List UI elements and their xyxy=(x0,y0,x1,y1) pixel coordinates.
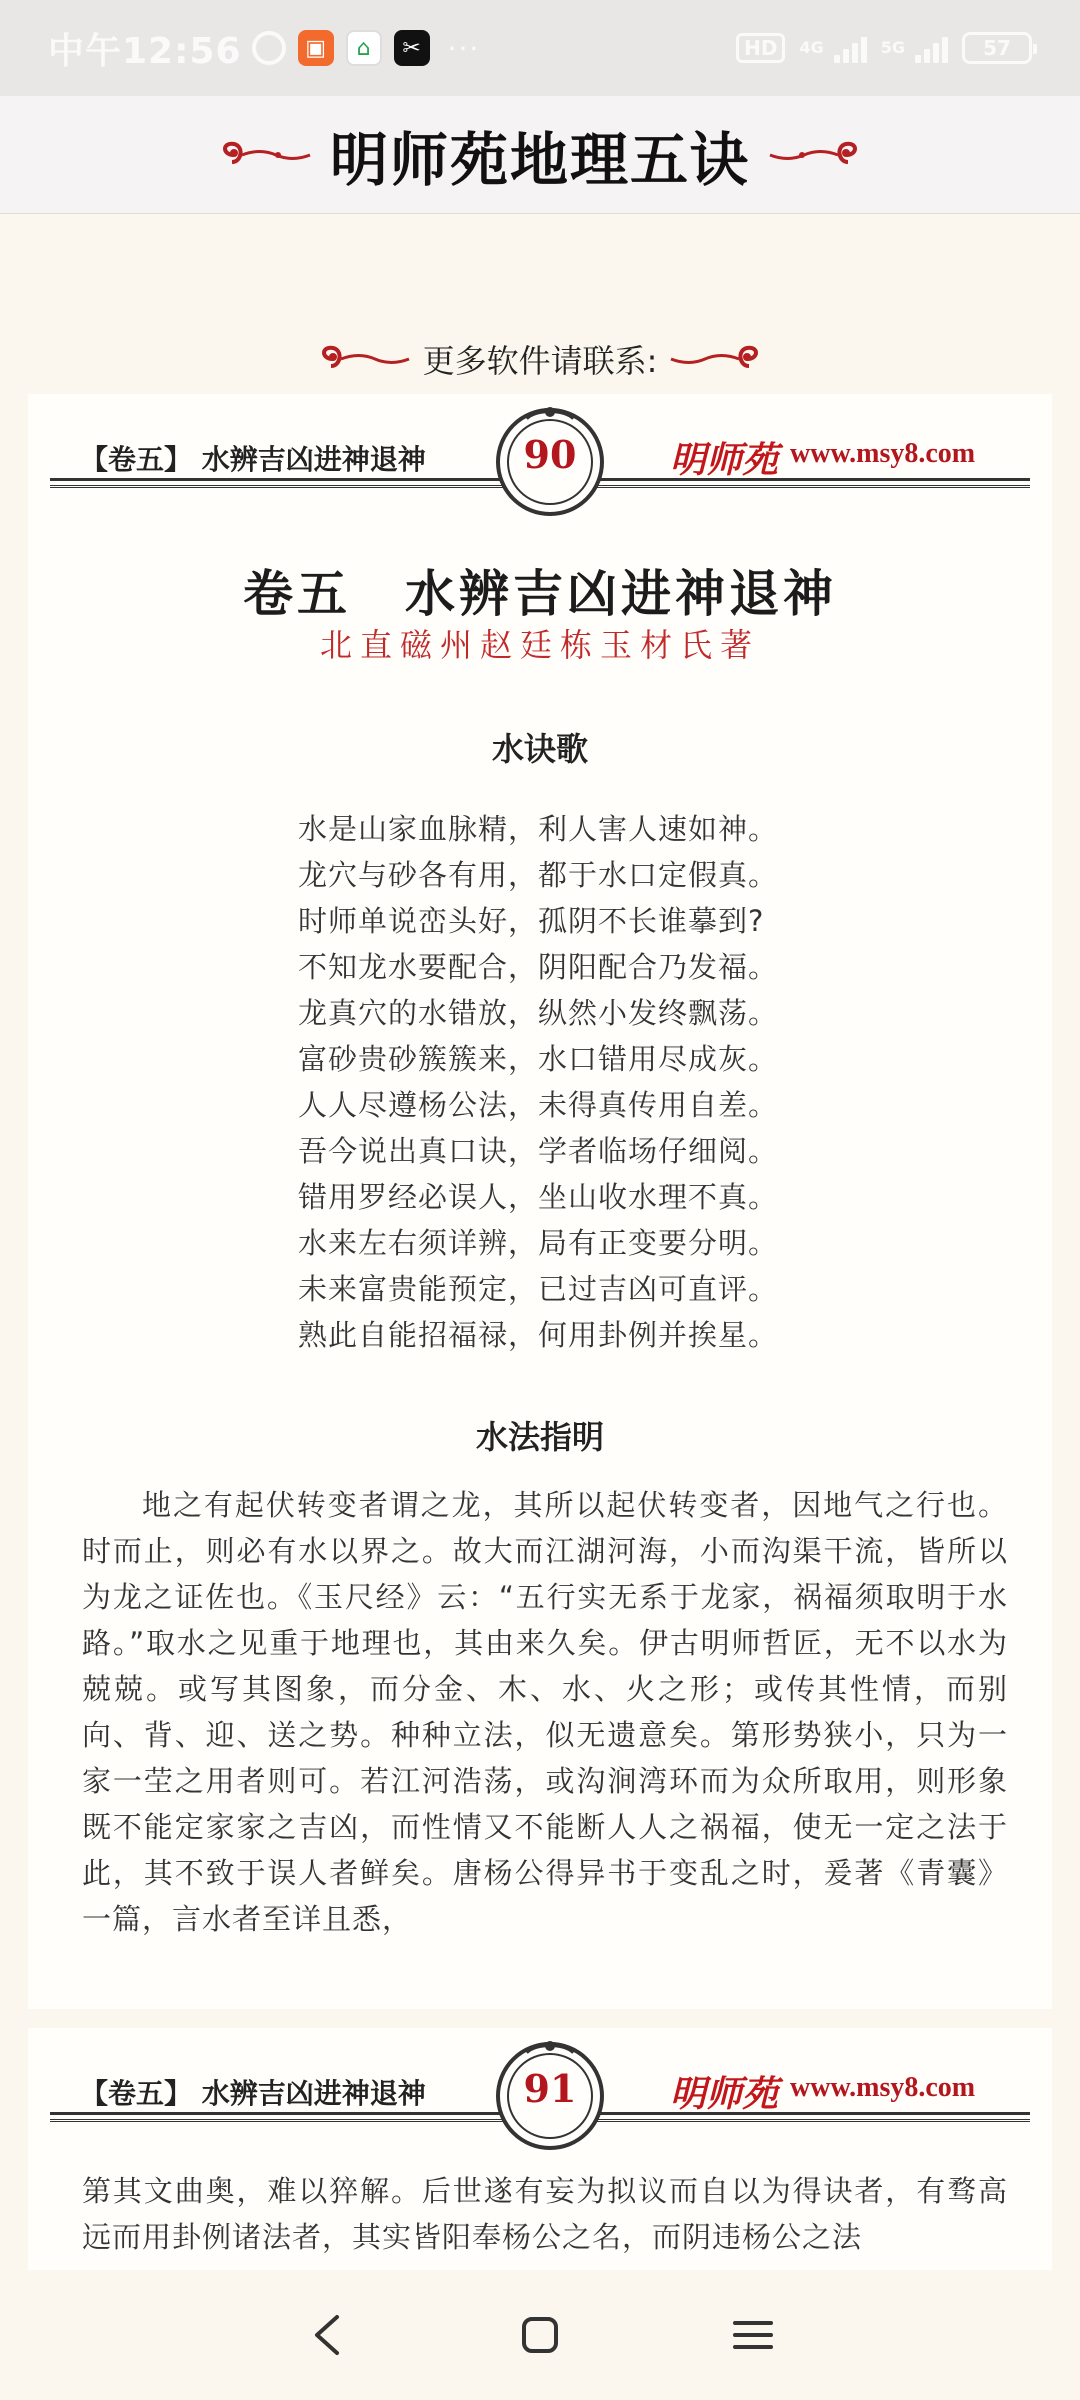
poem-line: 龙真穴的水错放，纵然小发终飘荡。 xyxy=(298,996,779,1030)
poem-line: 未来富贵能预定，已过吉凶可直评。 xyxy=(298,1272,779,1306)
app-icon-capcut: ✂ xyxy=(394,30,430,66)
contact-right-ornament-icon xyxy=(669,342,761,376)
signal-icon xyxy=(834,33,867,63)
poem-line: 吾今说出真口诀，学者临场仔细阅。 xyxy=(298,1134,779,1168)
book-page-90 xyxy=(28,394,1052,2009)
more-notifications-icon: ··· xyxy=(447,31,481,65)
app-header xyxy=(0,96,1080,214)
poem-line: 时师单说峦头好，孤阴不长谁摹到? xyxy=(298,904,765,938)
contact-label: 更多软件请联系: xyxy=(422,342,658,380)
page-number: 90 xyxy=(523,432,577,477)
running-chapter: 【卷五】 水辨吉凶进神退神 xyxy=(80,443,426,476)
poem-title: 水诀歌 xyxy=(491,730,588,768)
menu-icon xyxy=(731,2315,775,2355)
home-icon xyxy=(518,2313,562,2357)
body-paragraph: 地之有起伏转变者谓之龙，其所以起伏转变者，因地气之行也。时而止，则必有水以界之。故大而江湖河海，小而沟渠干流，皆所以为龙之证佐也。《玉尺经》云：“五行实无系于龙家，祸福须取明于水路。”取水之见重于地理也，其由来久矣。伊古明师哲匠，无不以水为兢兢。或写其图象，而分金、木、水、火之形；或传其性情，而别向、背、迎、送之势。种种立法，似无遗意矣。第形势狭小，只为一家一茔之用者则可。若江河浩荡，或沟涧湾环而为众所取用，则形象既不能定家家之吉凶，而性情又不能断人人之祸福，使无一定之法于此，其不致于误人者鲜矣。唐杨公得异书于变乱之时，爰著《青囊》一篇，言水者至详且悉， xyxy=(82,1488,1008,1936)
status-indicators xyxy=(736,32,1032,64)
battery-icon xyxy=(962,32,1032,64)
clock: 中午12:56 xyxy=(48,30,242,72)
section-title: 水法指明 xyxy=(475,1418,604,1456)
network-label-1: 4G xyxy=(799,38,824,57)
body-paragraph: 第其文曲奥，难以猝解。后世遂有妄为拟议而自以为得诀者，有骛高远而用卦例诸法者，其实皆阳奉杨公之名，而阴违杨公之法 xyxy=(82,2174,1008,2254)
running-header xyxy=(50,394,1030,524)
left-swirl-ornament-icon xyxy=(220,138,312,172)
status-bar xyxy=(0,0,1080,96)
poem-line: 龙穴与砂各有用，都于水口定假真。 xyxy=(298,858,779,892)
site-url: www.msy8.com xyxy=(790,2072,976,2103)
poem-line: 富砂贵砂簇簇来，水口错用尽成灰。 xyxy=(298,1042,779,1076)
chapter-title: 卷五 水辨吉凶进神退神 xyxy=(243,564,837,623)
home-button[interactable] xyxy=(500,2295,580,2375)
poem-line: 熟此自能招福禄，何用卦例并挨星。 xyxy=(298,1318,779,1352)
contact-left-ornament-icon xyxy=(319,342,411,376)
alarm-icon xyxy=(252,31,286,65)
brand-logo: 明师苑 xyxy=(670,2073,779,2115)
contact-line xyxy=(0,336,1080,382)
back-icon xyxy=(307,2311,347,2359)
author-line: 北直磁州赵廷栋玉材氏著 xyxy=(319,626,760,664)
poem-line: 人人尽遵杨公法，未得真传用自差。 xyxy=(298,1088,779,1122)
network-label-2: 5G xyxy=(880,38,905,57)
page-title: 明师苑地理五诀 xyxy=(329,125,750,194)
poem-line: 不知龙水要配合，阴阳配合乃发福。 xyxy=(298,950,779,984)
running-chapter: 【卷五】 水辨吉凶进神退神 xyxy=(80,2077,426,2110)
poem-line: 错用罗经必误人，坐山收水理不真。 xyxy=(298,1180,779,1214)
back-button[interactable] xyxy=(287,2295,367,2375)
app-icon-house: ⌂ xyxy=(346,30,382,66)
poem-line: 水是山家血脉精，利人害人速如神。 xyxy=(298,812,779,846)
site-url: www.msy8.com xyxy=(790,438,976,469)
running-header xyxy=(50,2028,1030,2158)
page-number: 91 xyxy=(523,2066,577,2111)
hd-badge: HD xyxy=(736,33,785,63)
battery-level: 57 xyxy=(983,36,1011,60)
poem xyxy=(298,806,778,1358)
signal-icon-2 xyxy=(915,33,948,63)
book-page-91 xyxy=(28,2028,1052,2270)
system-nav-bar xyxy=(0,2270,1080,2400)
app-icon-orange: ▣ xyxy=(298,30,334,66)
brand-logo: 明师苑 xyxy=(670,439,779,481)
menu-button[interactable] xyxy=(713,2295,793,2375)
poem-line: 水来左右须详辨，局有正变要分明。 xyxy=(298,1226,779,1260)
right-swirl-ornament-icon xyxy=(768,138,860,172)
